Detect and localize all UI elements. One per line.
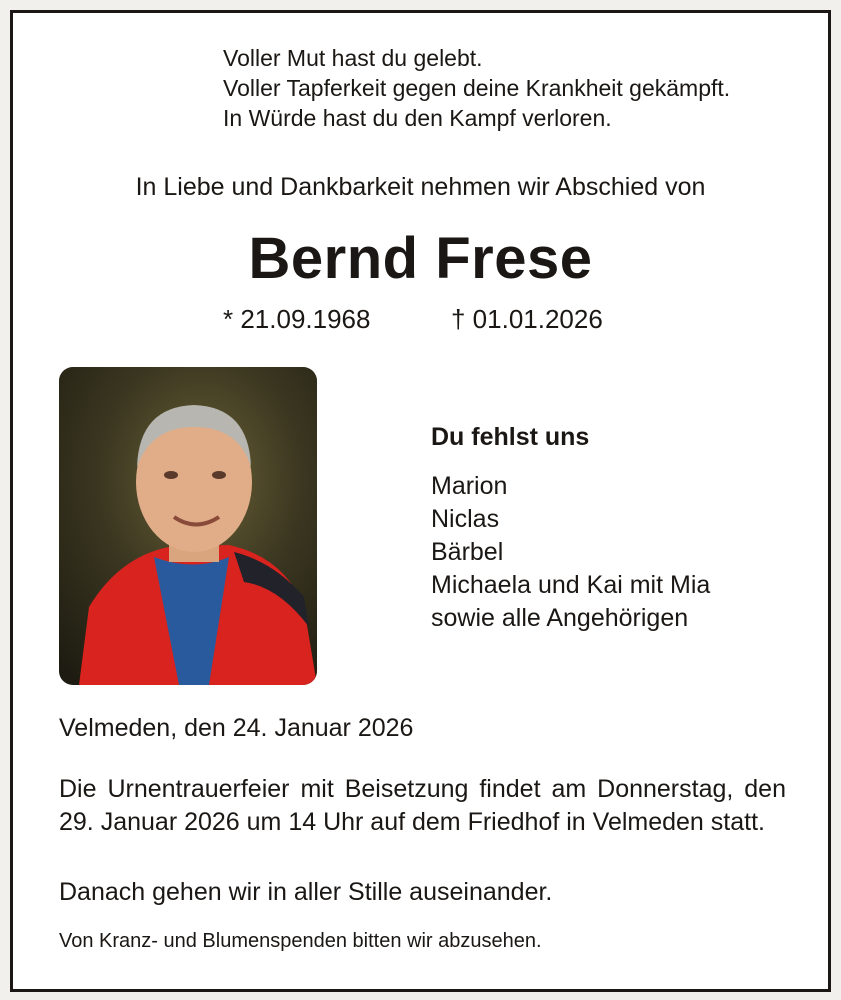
intro-text: In Liebe und Dankbarkeit nehmen wir Abschied von xyxy=(135,173,706,201)
mourner-name: sowie alle Angehörigen xyxy=(431,604,689,632)
mourner-name: Bärbel xyxy=(431,538,504,566)
deceased-name: Bernd Frese xyxy=(248,226,593,291)
obituary-card xyxy=(10,10,831,992)
portrait-photo xyxy=(59,367,317,685)
poem-line: Voller Mut hast du gelebt. xyxy=(223,45,483,71)
portrait-illustration xyxy=(59,367,317,685)
mourner-name: Marion xyxy=(431,472,508,500)
poem xyxy=(223,43,730,133)
ceremony-text: Die Urnentrauerfeier mit Beisetzung findet am Donnerstag, den 29. Januar 2026 um 14 Uhr auf dem Friedhof in Velmeden statt. xyxy=(59,775,786,836)
poem-line: In Würde hast du den Kampf verloren. xyxy=(223,105,612,131)
mourner-name: Niclas xyxy=(431,505,500,533)
death-date: † 01.01.2026 xyxy=(451,304,603,334)
birth-date: * 21.09.1968 xyxy=(223,304,371,334)
place-date: Velmeden, den 24. Januar 2026 xyxy=(59,714,414,742)
donation-note: Von Kranz- und Blumenspenden bitten wir abzusehen. xyxy=(59,930,542,952)
mourner-name: Michaela und Kai mit Mia xyxy=(431,571,711,599)
stille-text: Danach gehen wir in aller Stille auseinander. xyxy=(59,878,553,906)
mourners-heading: Du fehlst uns xyxy=(431,423,590,451)
poem-line: Voller Tapferkeit gegen deine Krankheit gekämpft. xyxy=(223,75,731,101)
mourners-block xyxy=(431,421,710,635)
